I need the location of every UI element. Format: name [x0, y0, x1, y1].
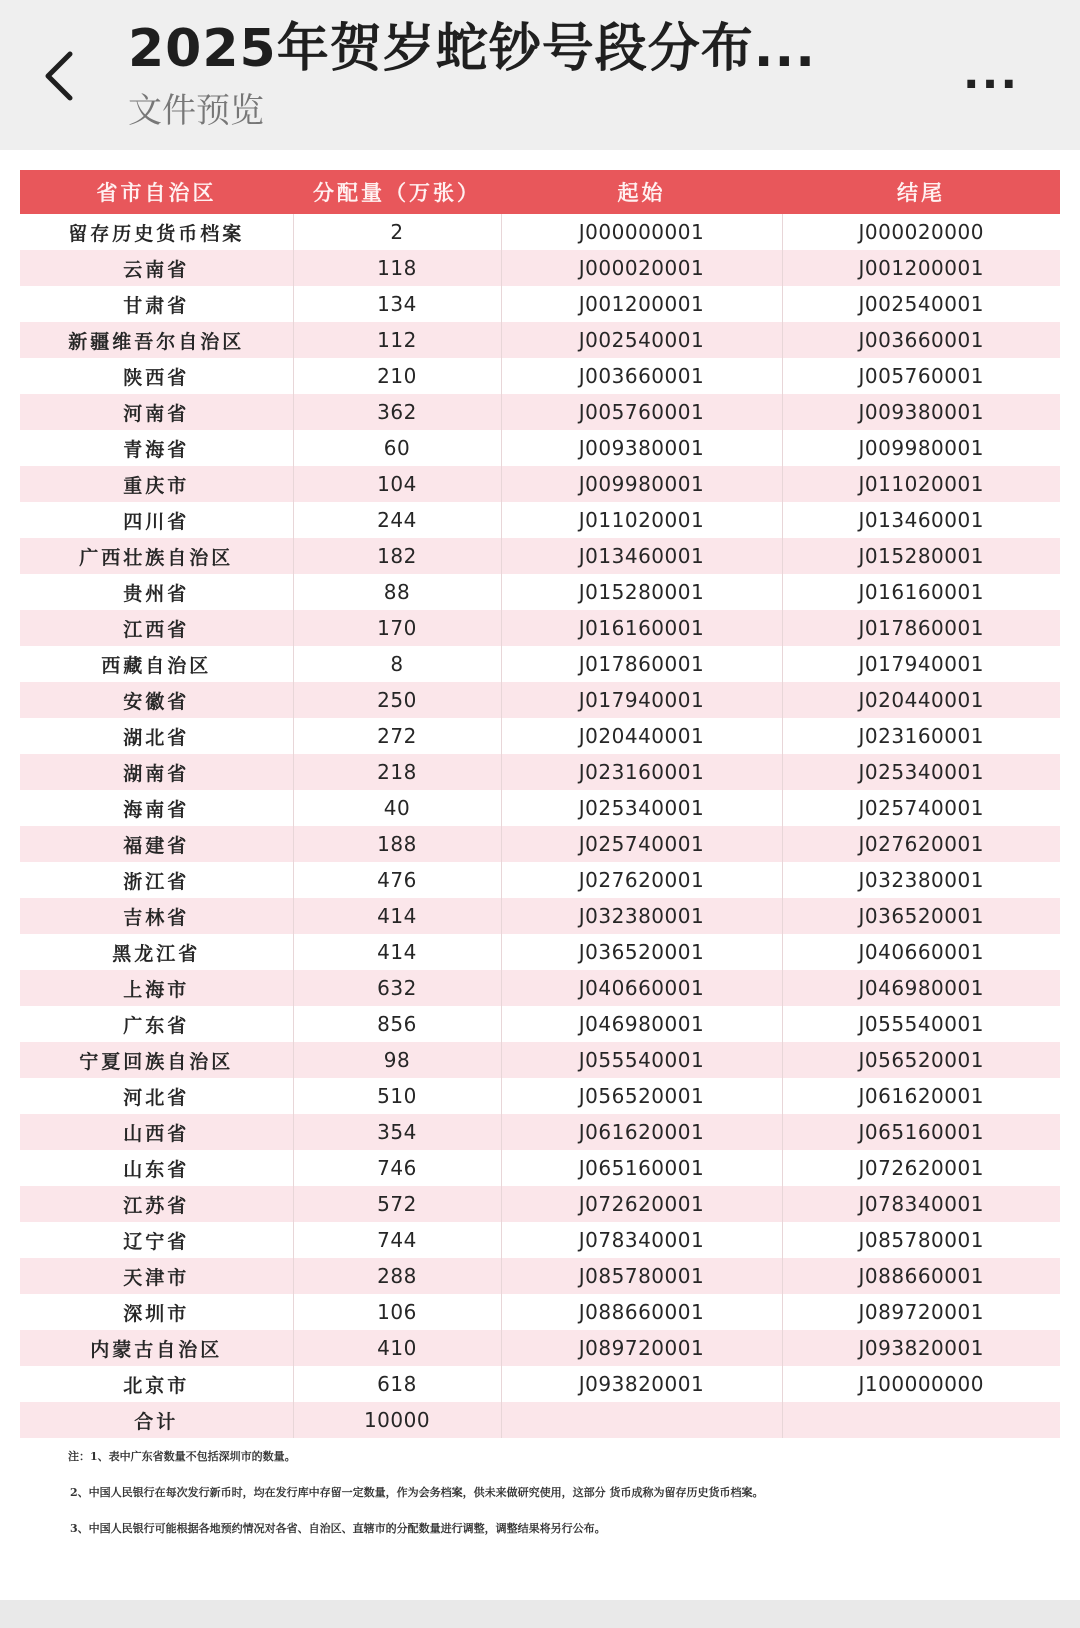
- quantity-cell: 182: [293, 538, 501, 574]
- start-serial-cell: J085780001: [501, 1258, 782, 1294]
- quantity-cell: 8: [293, 646, 501, 682]
- quantity-cell: 272: [293, 718, 501, 754]
- empty-cell: [501, 1402, 782, 1438]
- region-cell: 辽宁省: [20, 1222, 293, 1258]
- region-cell: 天津市: [20, 1258, 293, 1294]
- start-serial-cell: J001200001: [501, 286, 782, 322]
- table-row: [20, 718, 1060, 754]
- quantity-cell: 410: [293, 1330, 501, 1366]
- total-row: [20, 1402, 1060, 1438]
- end-serial-cell: J017860001: [782, 610, 1060, 646]
- end-serial-cell: J100000000: [782, 1366, 1060, 1402]
- quantity-cell: 856: [293, 1006, 501, 1042]
- table-row: [20, 682, 1060, 718]
- start-serial-cell: J023160001: [501, 754, 782, 790]
- end-serial-cell: J000020000: [782, 214, 1060, 250]
- footnote-row: [20, 1474, 1060, 1510]
- end-serial-cell: J055540001: [782, 1006, 1060, 1042]
- end-serial-cell: J040660001: [782, 934, 1060, 970]
- start-serial-cell: J025740001: [501, 826, 782, 862]
- table-row: [20, 790, 1060, 826]
- quantity-cell: 746: [293, 1150, 501, 1186]
- quantity-cell: 288: [293, 1258, 501, 1294]
- end-serial-cell: J013460001: [782, 502, 1060, 538]
- region-cell: 福建省: [20, 826, 293, 862]
- quantity-cell: 218: [293, 754, 501, 790]
- table-row: [20, 646, 1060, 682]
- start-serial-cell: J055540001: [501, 1042, 782, 1078]
- start-serial-cell: J011020001: [501, 502, 782, 538]
- quantity-cell: 40: [293, 790, 501, 826]
- table-row: [20, 1366, 1060, 1402]
- start-serial-cell: J040660001: [501, 970, 782, 1006]
- region-cell: 甘肃省: [20, 286, 293, 322]
- table-row: [20, 754, 1060, 790]
- region-cell: 云南省: [20, 250, 293, 286]
- table-row: [20, 970, 1060, 1006]
- end-serial-cell: J036520001: [782, 898, 1060, 934]
- region-cell: 河南省: [20, 394, 293, 430]
- start-serial-cell: J025340001: [501, 790, 782, 826]
- column-header: 省市自治区: [20, 170, 293, 214]
- table-row: [20, 394, 1060, 430]
- end-serial-cell: J002540001: [782, 286, 1060, 322]
- region-cell: 湖北省: [20, 718, 293, 754]
- quantity-cell: 362: [293, 394, 501, 430]
- start-serial-cell: J046980001: [501, 1006, 782, 1042]
- region-cell: 海南省: [20, 790, 293, 826]
- start-serial-cell: J015280001: [501, 574, 782, 610]
- quantity-cell: 188: [293, 826, 501, 862]
- region-cell: 吉林省: [20, 898, 293, 934]
- end-serial-cell: J025740001: [782, 790, 1060, 826]
- region-cell: 安徽省: [20, 682, 293, 718]
- table-row: [20, 1222, 1060, 1258]
- start-serial-cell: J009380001: [501, 430, 782, 466]
- end-serial-cell: J093820001: [782, 1330, 1060, 1366]
- end-serial-cell: J065160001: [782, 1114, 1060, 1150]
- end-serial-cell: J061620001: [782, 1078, 1060, 1114]
- region-cell: 陕西省: [20, 358, 293, 394]
- footnote-text: 3、中国人民银行可能根据各地预约情况对各省、自治区、直辖市的分配数量进行调整，调整结果将另行公布。: [20, 1510, 1060, 1546]
- start-serial-cell: J000000001: [501, 214, 782, 250]
- table-row: [20, 322, 1060, 358]
- start-serial-cell: J016160001: [501, 610, 782, 646]
- quantity-cell: 618: [293, 1366, 501, 1402]
- document-title: 2025年贺岁蛇钞号段分布...: [128, 19, 816, 79]
- end-serial-cell: J005760001: [782, 358, 1060, 394]
- end-serial-cell: J089720001: [782, 1294, 1060, 1330]
- end-serial-cell: J009380001: [782, 394, 1060, 430]
- quantity-cell: 250: [293, 682, 501, 718]
- start-serial-cell: J072620001: [501, 1186, 782, 1222]
- end-serial-cell: J015280001: [782, 538, 1060, 574]
- table-row: [20, 358, 1060, 394]
- end-serial-cell: J009980001: [782, 430, 1060, 466]
- region-cell: 四川省: [20, 502, 293, 538]
- region-cell: 山西省: [20, 1114, 293, 1150]
- table-row: [20, 1006, 1060, 1042]
- back-button[interactable]: [30, 36, 90, 116]
- start-serial-cell: J020440001: [501, 718, 782, 754]
- region-cell: 浙江省: [20, 862, 293, 898]
- more-menu-button[interactable]: [946, 48, 1036, 99]
- table-row: [20, 610, 1060, 646]
- start-serial-cell: J000020001: [501, 250, 782, 286]
- end-serial-cell: J072620001: [782, 1150, 1060, 1186]
- region-cell: 河北省: [20, 1078, 293, 1114]
- document-preview: [20, 170, 1060, 1546]
- region-cell: 黑龙江省: [20, 934, 293, 970]
- start-serial-cell: J013460001: [501, 538, 782, 574]
- region-cell: 贵州省: [20, 574, 293, 610]
- table-row: [20, 898, 1060, 934]
- table-row: [20, 502, 1060, 538]
- end-serial-cell: J088660001: [782, 1258, 1060, 1294]
- table-row: [20, 1042, 1060, 1078]
- quantity-cell: 244: [293, 502, 501, 538]
- end-serial-cell: J017940001: [782, 646, 1060, 682]
- end-serial-cell: J078340001: [782, 1186, 1060, 1222]
- start-serial-cell: J027620001: [501, 862, 782, 898]
- quantity-cell: 104: [293, 466, 501, 502]
- total-value-cell: 10000: [293, 1402, 501, 1438]
- region-cell: 内蒙古自治区: [20, 1330, 293, 1366]
- chevron-left-icon: [40, 46, 80, 106]
- region-cell: 青海省: [20, 430, 293, 466]
- table-row: [20, 214, 1060, 250]
- start-serial-cell: J002540001: [501, 322, 782, 358]
- region-cell: 深圳市: [20, 1294, 293, 1330]
- end-serial-cell: J016160001: [782, 574, 1060, 610]
- empty-cell: [782, 1402, 1060, 1438]
- footnote-row: [20, 1438, 1060, 1474]
- document-subtitle: 文件预览: [128, 91, 264, 131]
- distribution-table: [20, 170, 1060, 1546]
- start-serial-cell: J088660001: [501, 1294, 782, 1330]
- total-label-cell: 合计: [20, 1402, 293, 1438]
- start-serial-cell: J003660001: [501, 358, 782, 394]
- end-serial-cell: J003660001: [782, 322, 1060, 358]
- table-row: [20, 1114, 1060, 1150]
- start-serial-cell: J005760001: [501, 394, 782, 430]
- quantity-cell: 60: [293, 430, 501, 466]
- column-header: 结尾: [782, 170, 1060, 214]
- start-serial-cell: J056520001: [501, 1078, 782, 1114]
- region-cell: 宁夏回族自治区: [20, 1042, 293, 1078]
- more-dots-icon: ...: [962, 48, 1020, 99]
- start-serial-cell: J017940001: [501, 682, 782, 718]
- end-serial-cell: J027620001: [782, 826, 1060, 862]
- region-cell: 新疆维吾尔自治区: [20, 322, 293, 358]
- table-row: [20, 862, 1060, 898]
- quantity-cell: 88: [293, 574, 501, 610]
- quantity-cell: 210: [293, 358, 501, 394]
- start-serial-cell: J093820001: [501, 1366, 782, 1402]
- start-serial-cell: J065160001: [501, 1150, 782, 1186]
- region-cell: 江苏省: [20, 1186, 293, 1222]
- region-cell: 江西省: [20, 610, 293, 646]
- quantity-cell: 134: [293, 286, 501, 322]
- region-cell: 湖南省: [20, 754, 293, 790]
- region-cell: 上海市: [20, 970, 293, 1006]
- quantity-cell: 98: [293, 1042, 501, 1078]
- table-row: [20, 826, 1060, 862]
- table-row: [20, 1294, 1060, 1330]
- region-cell: 留存历史货币档案: [20, 214, 293, 250]
- start-serial-cell: J036520001: [501, 934, 782, 970]
- table-row: [20, 466, 1060, 502]
- quantity-cell: 744: [293, 1222, 501, 1258]
- quantity-cell: 112: [293, 322, 501, 358]
- table-row: [20, 250, 1060, 286]
- quantity-cell: 476: [293, 862, 501, 898]
- quantity-cell: 414: [293, 934, 501, 970]
- start-serial-cell: J089720001: [501, 1330, 782, 1366]
- start-serial-cell: J032380001: [501, 898, 782, 934]
- end-serial-cell: J011020001: [782, 466, 1060, 502]
- quantity-cell: 510: [293, 1078, 501, 1114]
- footnote-text: 注：1、表中广东省数量不包括深圳市的数量。: [20, 1438, 1060, 1474]
- table-header-row: [20, 170, 1060, 214]
- quantity-cell: 106: [293, 1294, 501, 1330]
- end-serial-cell: J046980001: [782, 970, 1060, 1006]
- table-row: [20, 934, 1060, 970]
- region-cell: 重庆市: [20, 466, 293, 502]
- table-row: [20, 1078, 1060, 1114]
- quantity-cell: 2: [293, 214, 501, 250]
- footnote-row: [20, 1510, 1060, 1546]
- column-header: 起始: [501, 170, 782, 214]
- region-cell: 山东省: [20, 1150, 293, 1186]
- end-serial-cell: J025340001: [782, 754, 1060, 790]
- table-row: [20, 286, 1060, 322]
- quantity-cell: 572: [293, 1186, 501, 1222]
- region-cell: 广东省: [20, 1006, 293, 1042]
- start-serial-cell: J061620001: [501, 1114, 782, 1150]
- end-serial-cell: J032380001: [782, 862, 1060, 898]
- start-serial-cell: J017860001: [501, 646, 782, 682]
- start-serial-cell: J009980001: [501, 466, 782, 502]
- table-row: [20, 574, 1060, 610]
- quantity-cell: 632: [293, 970, 501, 1006]
- quantity-cell: 354: [293, 1114, 501, 1150]
- end-serial-cell: J001200001: [782, 250, 1060, 286]
- region-cell: 西藏自治区: [20, 646, 293, 682]
- region-cell: 广西壮族自治区: [20, 538, 293, 574]
- quantity-cell: 414: [293, 898, 501, 934]
- quantity-cell: 118: [293, 250, 501, 286]
- quantity-cell: 170: [293, 610, 501, 646]
- region-cell: 北京市: [20, 1366, 293, 1402]
- table-row: [20, 1258, 1060, 1294]
- top-bar: [0, 0, 1080, 150]
- footnote-text: 2、中国人民银行在每次发行新币时，均在发行库中存留一定数量，作为会务档案，供未来做研究使用，这部分 货币成称为留存历史货币档案。: [20, 1474, 1060, 1510]
- table-row: [20, 1150, 1060, 1186]
- end-serial-cell: J023160001: [782, 718, 1060, 754]
- start-serial-cell: J078340001: [501, 1222, 782, 1258]
- column-header: 分配量（万张）: [293, 170, 501, 214]
- table-row: [20, 430, 1060, 466]
- table-row: [20, 538, 1060, 574]
- end-serial-cell: J020440001: [782, 682, 1060, 718]
- table-row: [20, 1330, 1060, 1366]
- table-row: [20, 1186, 1060, 1222]
- end-serial-cell: J056520001: [782, 1042, 1060, 1078]
- bottom-edge: [0, 1600, 1080, 1628]
- end-serial-cell: J085780001: [782, 1222, 1060, 1258]
